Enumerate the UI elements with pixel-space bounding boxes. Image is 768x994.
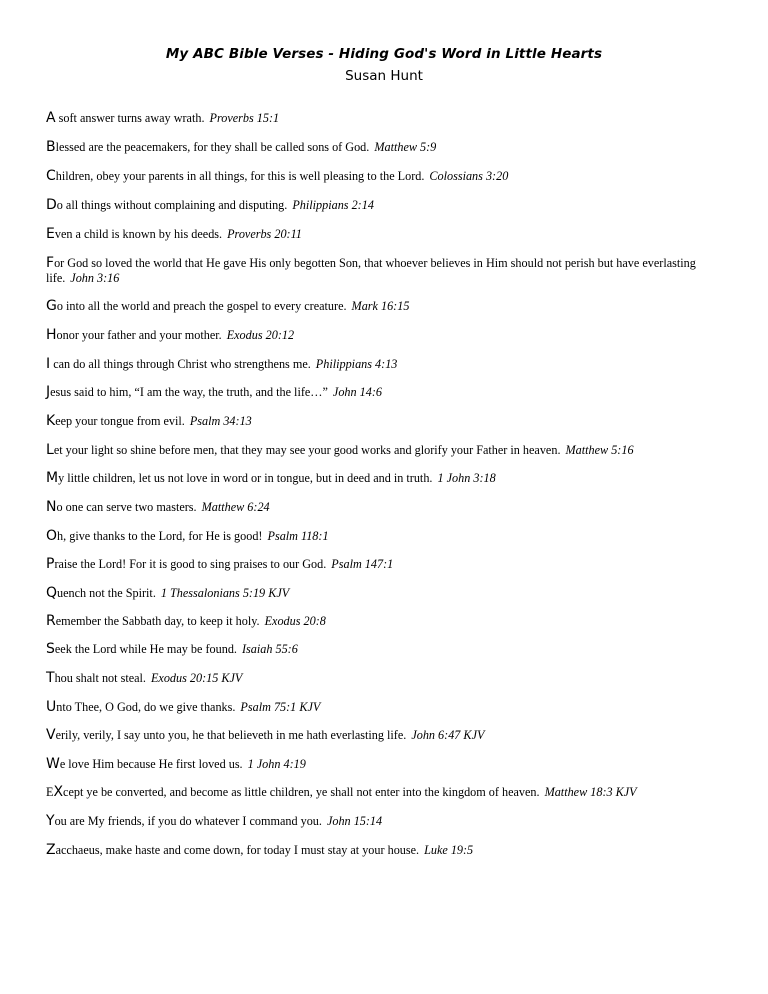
- verse-initial: Y: [46, 813, 55, 829]
- page-title: My ABC Bible Verses - Hiding God's Word in Little Hearts: [165, 46, 603, 62]
- verse-text: or God so loved the world that He gave His only begotten Son, that whoever believes in Him should not perish but have everlasting life.: [46, 256, 696, 285]
- verse-initial: O: [46, 528, 58, 544]
- verse-initial: G: [46, 298, 57, 314]
- verse-text: hildren, obey your parents in all things, for this is well pleasing to the Lord.: [55, 169, 425, 183]
- verse-initial: W: [46, 756, 60, 772]
- verse-text: esus said to him, “I am the way, the truth, and the life…”: [50, 385, 328, 399]
- verse-reference: John 14:6: [332, 385, 382, 399]
- verse-initial: E: [46, 226, 55, 242]
- verse-reference: Matthew 5:16: [565, 443, 634, 457]
- verse-reference: Luke 19:5: [424, 843, 474, 857]
- verse-n: [46, 500, 726, 515]
- verse-reference: John 3:16: [70, 271, 120, 285]
- verse-b: [46, 140, 726, 155]
- verse-text: o all things without complaining and disputing.: [56, 198, 288, 212]
- verse-reference: Proverbs 15:1: [209, 111, 280, 125]
- verse-x: [46, 785, 726, 800]
- verse-reference: Philippians 4:13: [315, 357, 398, 371]
- verse-text: e love Him because He first loved us.: [59, 757, 243, 771]
- verse-reference: Philippians 2:14: [292, 198, 374, 212]
- verse-reference: 1 John 4:19: [247, 757, 306, 771]
- author-name: Susan Hunt: [345, 68, 423, 84]
- verse-initial: S: [46, 641, 55, 657]
- verse-initial: X: [53, 784, 64, 800]
- verse-text: nto Thee, O God, do we give thanks.: [56, 700, 236, 714]
- verse-o: [46, 529, 726, 544]
- verse-text: h, give thanks to the Lord, for He is good!: [57, 529, 263, 543]
- verse-initial: R: [46, 613, 56, 629]
- verse-a: [46, 111, 726, 126]
- verse-initial: B: [46, 139, 56, 155]
- verse-reference: Proverbs 20:11: [227, 227, 302, 241]
- verse-reference: John 6:47 KJV: [411, 728, 485, 742]
- verse-text: can do all things through Christ who strengthens me.: [50, 357, 311, 371]
- verse-initial: Q: [46, 585, 58, 601]
- verse-initial: H: [46, 327, 57, 343]
- verse-c: [46, 169, 726, 184]
- verse-reference: Mark 16:15: [351, 299, 410, 313]
- verse-initial: C: [46, 168, 56, 184]
- verse-prefix: E: [46, 785, 54, 799]
- verse-r: [46, 614, 726, 629]
- verse-k: [46, 414, 726, 429]
- verse-initial: I: [46, 356, 51, 372]
- verse-text: raise the Lord! For it is good to sing praises to our God.: [54, 557, 327, 571]
- verse-text: cept ye be converted, and become as little children, ye shall not enter into the kingdom of heaven.: [63, 785, 540, 799]
- verse-m: [46, 471, 726, 486]
- verse-s: [46, 642, 726, 657]
- verse-q: [46, 586, 726, 601]
- verse-initial: D: [46, 197, 57, 213]
- verse-initial: K: [46, 413, 56, 429]
- verse-text: emember the Sabbath day, to keep it holy.: [55, 614, 260, 628]
- verse-reference: John 15:14: [326, 814, 383, 828]
- verse-w: [46, 757, 726, 772]
- verse-text: o into all the world and preach the gospel to every creature.: [56, 299, 347, 313]
- verse-text: et your light so shine before men, that they may see your good works and glorify your Father in heaven.: [53, 443, 561, 457]
- verse-h: [46, 328, 726, 343]
- verse-v: [46, 728, 726, 743]
- verse-initial: F: [46, 255, 55, 271]
- verse-l: [46, 443, 726, 458]
- verse-e: [46, 227, 726, 242]
- verse-t: [46, 671, 726, 686]
- verse-i: [46, 357, 726, 372]
- verse-initial: V: [46, 727, 56, 743]
- verse-text: acchaeus, make haste and come down, for today I must stay at your house.: [55, 843, 420, 857]
- verse-reference: Matthew 18:3 KJV: [544, 785, 637, 799]
- verse-d: [46, 198, 726, 213]
- verse-reference: Exodus 20:12: [226, 328, 295, 342]
- verse-text: ou are My friends, if you do whatever I command you.: [54, 814, 322, 828]
- verse-text: erily, verily, I say unto you, he that believeth in me hath everlasting life.: [55, 728, 407, 742]
- verse-text: soft answer turns away wrath.: [55, 111, 205, 125]
- verse-text: uench not the Spirit.: [57, 586, 156, 600]
- verse-initial: T: [46, 670, 55, 686]
- verse-reference: Colossians 3:20: [429, 169, 509, 183]
- verse-j: [46, 385, 726, 400]
- verse-text: y little children, let us not love in word or in tongue, but in deed and in truth.: [58, 471, 433, 485]
- verse-initial: U: [46, 699, 57, 715]
- verse-text: hou shalt not steal.: [54, 671, 146, 685]
- verse-initial: N: [46, 499, 57, 515]
- verse-reference: Matthew 6:24: [201, 500, 270, 514]
- verse-initial: A: [46, 110, 56, 126]
- verse-initial: J: [46, 384, 51, 400]
- verse-reference: 1 Thessalonians 5:19 KJV: [160, 586, 290, 600]
- verse-initial: P: [46, 556, 55, 572]
- verse-reference: Psalm 34:13: [189, 414, 252, 428]
- verse-z: [46, 843, 726, 858]
- verse-text: onor your father and your mother.: [56, 328, 222, 342]
- verse-reference: Psalm 75:1 KJV: [240, 700, 321, 714]
- verse-reference: Matthew 5:9: [374, 140, 437, 154]
- verse-text: o one can serve two masters.: [56, 500, 197, 514]
- verse-initial: Z: [46, 842, 56, 858]
- verse-reference: Exodus 20:8: [264, 614, 326, 628]
- verse-reference: Psalm 147:1: [331, 557, 394, 571]
- verse-g: [46, 299, 726, 314]
- verse-y: [46, 814, 726, 829]
- verse-text: eek the Lord while He may be found.: [54, 642, 237, 656]
- verse-p: [46, 557, 726, 572]
- verse-initial: L: [46, 442, 54, 458]
- verse-u: [46, 700, 726, 715]
- verse-text: ven a child is known by his deeds.: [54, 227, 223, 241]
- verse-text: eep your tongue from evil.: [55, 414, 185, 428]
- verse-initial: M: [46, 470, 59, 486]
- verse-reference: Psalm 118:1: [267, 529, 329, 543]
- verse-reference: Exodus 20:15 KJV: [150, 671, 243, 685]
- verse-reference: Isaiah 55:6: [241, 642, 298, 656]
- verse-reference: 1 John 3:18: [437, 471, 496, 485]
- verse-f: [46, 256, 726, 286]
- verse-text: lessed are the peacemakers, for they shall be called sons of God.: [55, 140, 370, 154]
